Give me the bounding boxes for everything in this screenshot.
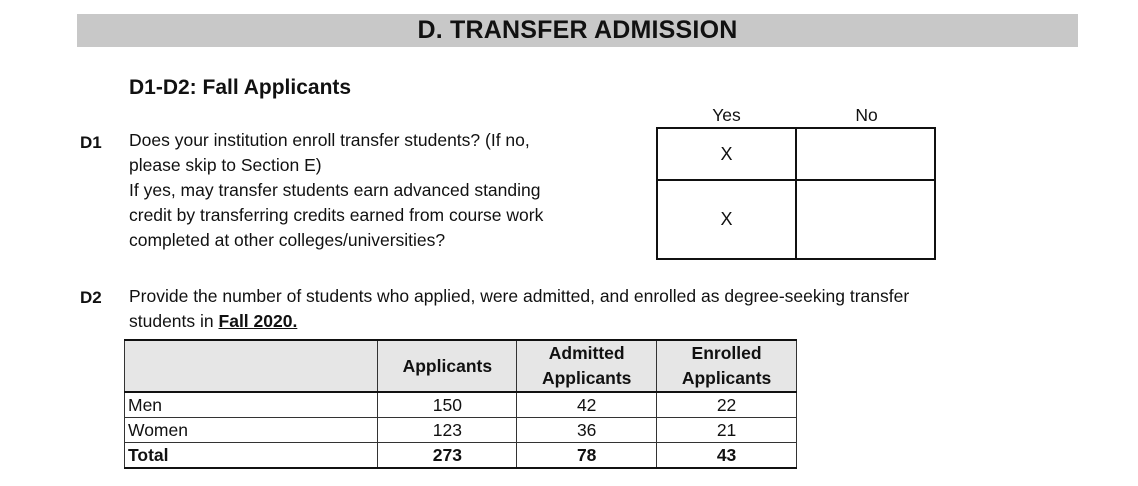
d1-number: D1 [80, 133, 102, 152]
d2-number: D2 [80, 288, 102, 307]
d1-question-line: please skip to Section E) [129, 155, 322, 175]
d1-col-no: No [855, 105, 878, 125]
admitted-cell[interactable]: 42 [517, 392, 657, 418]
admitted-cell[interactable]: 36 [517, 418, 657, 443]
d2-header-admitted-l1: Admitted [548, 343, 625, 363]
applicants-cell: 273 [378, 443, 517, 469]
d2-table-header [125, 340, 797, 392]
d1-answer-grid [656, 127, 936, 260]
table-row-total [125, 443, 797, 469]
d1-q1-no-cell[interactable] [796, 128, 935, 180]
d2-prompt-prefix: students in [129, 311, 214, 331]
applicants-cell[interactable]: 123 [378, 418, 517, 443]
d2-header-enrolled-l2: Applicants [681, 368, 772, 388]
d2-prompt-line2 [129, 309, 1089, 334]
admitted-cell: 78 [517, 443, 657, 469]
subheading: D1-D2: Fall Applicants [129, 76, 352, 99]
d1-question [129, 128, 649, 253]
enrolled-cell[interactable]: 21 [657, 418, 797, 443]
d1-col-yes: Yes [712, 105, 741, 125]
applicants-cell[interactable]: 150 [378, 392, 517, 418]
d2-term: Fall 2020. [218, 311, 298, 331]
d2-header-applicants: Applicants [378, 340, 517, 392]
row-label: Total [125, 443, 378, 469]
d2-prompt-line: Provide the number of students who applied, were admitted, and enrolled as degree-seeking transfer [129, 286, 910, 306]
d1-question-line: Does your institution enroll transfer students? (If no, [129, 130, 530, 150]
row-label: Men [125, 392, 378, 418]
enrolled-cell[interactable]: 22 [657, 392, 797, 418]
table-row [125, 392, 797, 418]
d1-question-line: If yes, may transfer students earn advanced standing [129, 180, 541, 200]
d1-question-line: credit by transferring credits earned from course work [129, 205, 544, 225]
table-row [125, 418, 797, 443]
d2-prompt [129, 284, 1089, 334]
d1-q2-yes-cell[interactable]: X [657, 180, 796, 259]
section-title: D. TRANSFER ADMISSION [77, 14, 1078, 47]
d2-header-label [125, 340, 378, 392]
d1-q1-yes-cell[interactable]: X [657, 128, 796, 180]
d1-q2-no-cell[interactable] [796, 180, 935, 259]
d2-table [124, 339, 797, 469]
d2-header-admitted [517, 340, 657, 392]
d2-header-enrolled-l1: Enrolled [691, 343, 762, 363]
d2-header-admitted-l2: Applicants [541, 368, 632, 388]
d1-question-line: completed at other colleges/universities? [129, 230, 446, 250]
enrolled-cell: 43 [657, 443, 797, 469]
d2-header-enrolled [657, 340, 797, 392]
row-label: Women [125, 418, 378, 443]
